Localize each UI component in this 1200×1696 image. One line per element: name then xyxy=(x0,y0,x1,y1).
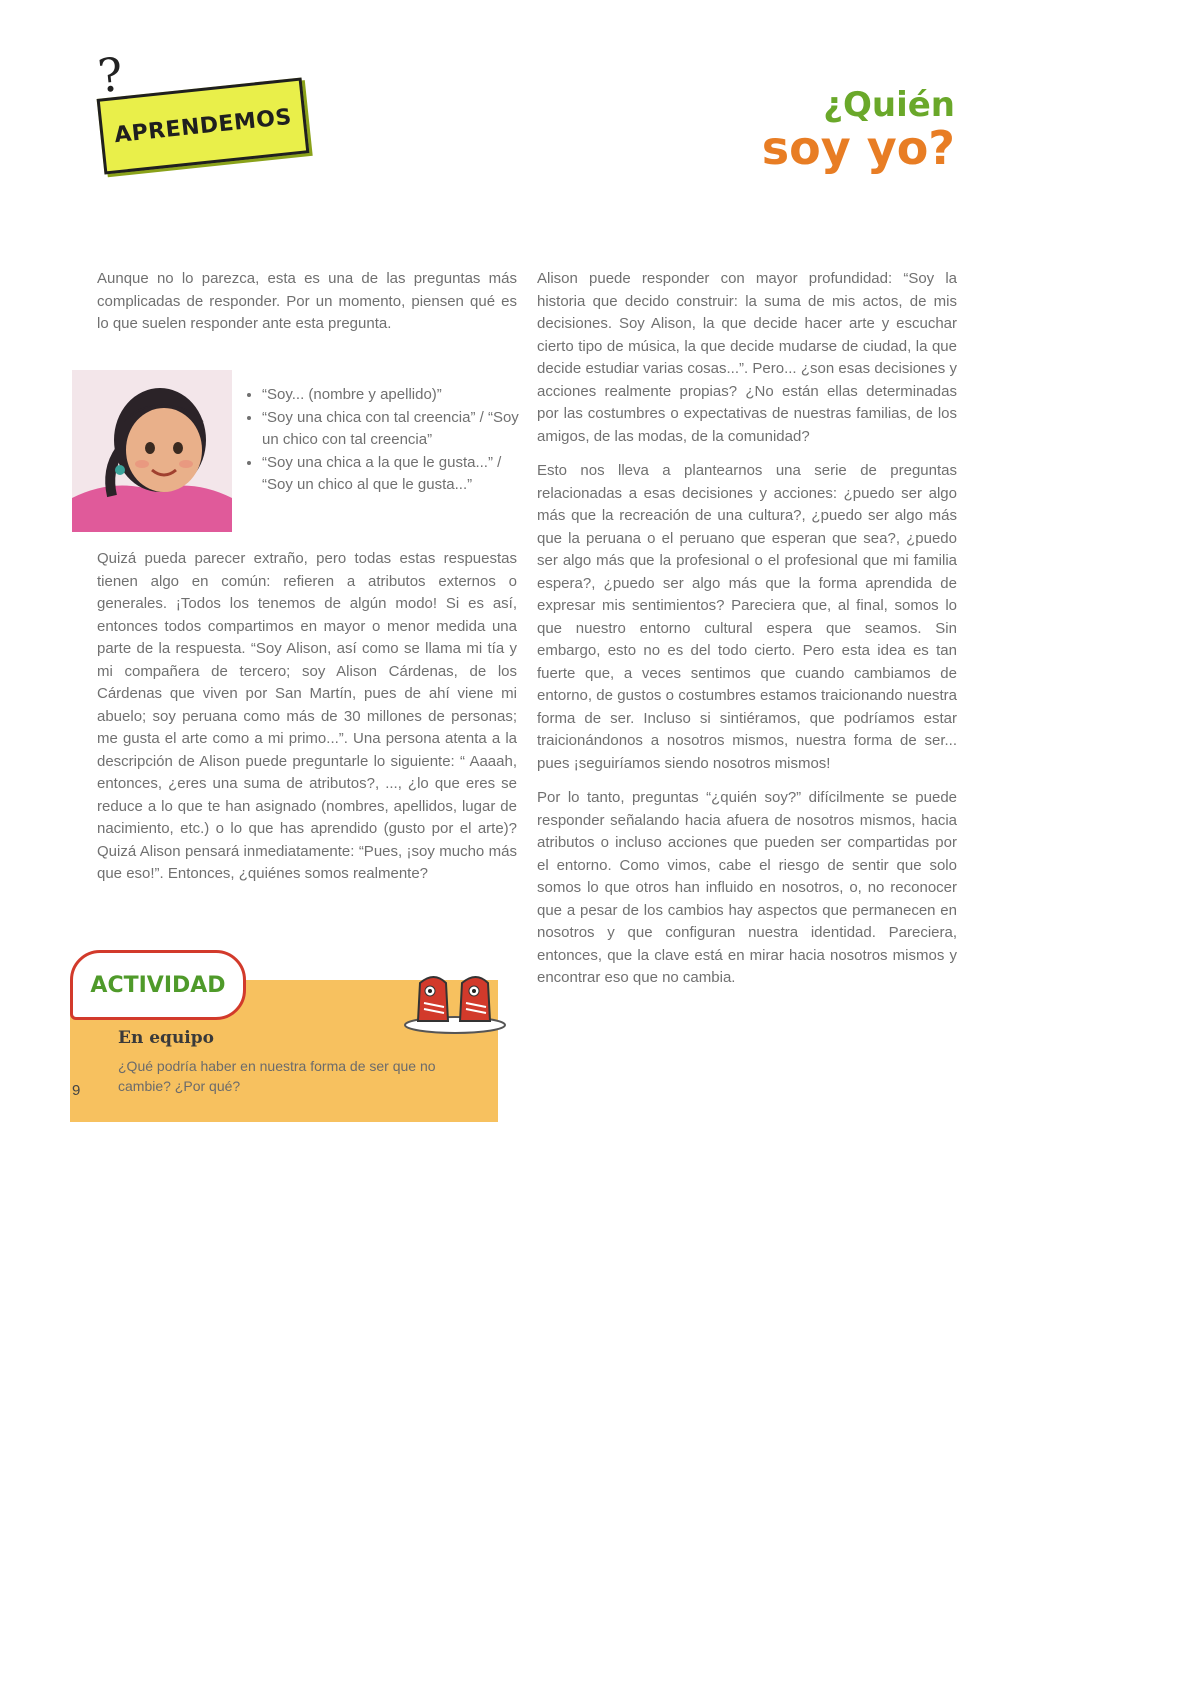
activity-number: 9 xyxy=(72,1082,81,1099)
list-item: • “Soy una chica a la que le gusta...” / “Soy un chico al que le gusta...” xyxy=(262,452,520,497)
activity-badge xyxy=(70,950,246,1020)
list-item: • “Soy... (nombre y apellido)” xyxy=(262,384,520,407)
right-paragraph-2: Esto nos lleva a plantearnos una serie de preguntas relacionadas a esas decisiones y acciones: ¿puedo ser algo más que la recreación de una cultura?, ¿puedo ser algo más que la peruana o el peruano que esperan que sea?, ¿puedo ser algo más que la profesional o el profesional que mi familia espera?, ¿puedo ser algo más que la forma aprendida de expresar mis sentimientos? Pareciera que, al final, somos lo que nuestro entorno cultural espera que seamos. Sin embargo, esto no es del todo cierto. Pero esta idea es tan fuerte que, a veces sentimos que cuando cambiamos de entorno, de gustos o costumbres estamos traicionando nuestra forma de ser. Incluso si sintiéramos, que podríamos estar traicionándonos a nosotros mismos, nuestra forma de ser... pues ¡seguiríamos siendo nosotros mismos! xyxy=(537,462,957,772)
right-paragraph-1: Alison puede responder con mayor profundidad: “Soy la historia que decido construir: la suma de mis actos, de mis decisiones. Soy Alison, la que decide hacer arte y escuchar cierto tipo de música, la que decide mudarse de ciudad, la que decide estudiar varias cosas...”. Pero... ¿son esas decisiones y acciones realmente propias? ¿No están ellas determinadas por las costumbres o expectativas de nuestras familias, de los amigos, de las modas, de la comunidad? xyxy=(537,270,957,445)
intro-paragraph: Aunque no lo parezca, esta es una de las preguntas más complicadas de responder. Por un momento, piensen qué es lo que suelen responder ante esta pregunta. xyxy=(97,270,517,332)
title-line-2: soy yo? xyxy=(761,120,955,175)
activity-title: ACTIVIDAD xyxy=(90,972,226,998)
page-title xyxy=(761,85,955,175)
left-body xyxy=(97,548,517,898)
left-intro xyxy=(97,268,517,348)
right-column xyxy=(537,268,957,1002)
answer-examples-list xyxy=(240,384,520,497)
section-tag xyxy=(97,77,310,174)
header-tag xyxy=(90,48,310,168)
activity-subtitle: En equipo xyxy=(118,1028,214,1048)
list-item: • “Soy una chica con tal creencia” / “Soy un chico con tal creencia” xyxy=(262,407,520,452)
right-paragraph-3: Por lo tanto, preguntas “¿quién soy?” difícilmente se puede responder señalando hacia afuera de nosotros mismos, hacia atributos o incluso acciones que pueden ser compartidas por el entorno. Como vimos, cabe el riesgo de sentir que solo somos lo que otros han influido en nosotros, o, no reconocer que a pesar de los cambios hay aspectos que permanecen en nosotros y que configuran nuestra identidad. Pareciera, entonces, que la clave está en mirar hacia nosotros mismos y encontrar eso que no cambia. xyxy=(537,789,957,986)
section-tag-label: APRENDEMOS xyxy=(113,104,293,148)
sneakers-icon xyxy=(400,955,510,1035)
girl-illustration xyxy=(72,370,232,532)
question-hook-icon: ? xyxy=(95,46,126,104)
activity-question: ¿Qué podría haber en nuestra forma de ser que no cambie? ¿Por qué? xyxy=(118,1058,436,1094)
body-paragraph: Quizá pueda parecer extraño, pero todas estas respuestas tienen algo en común: refieren a atributos externos o generales. ¡Todos los tenemos de algún modo! Si es así, entonces todos compartimos en mayor o menor medida una parte de la respuesta. “Soy Alison, así como se llama mi tía y mi compañera de tercero; soy Alison Cárdenas, de los Cárdenas que viven por San Martín, pues de ahí viene mi abuelo; soy peruana como más de 30 millones de personas; me gusta el arte como a mi primo...”. Una persona atenta a la descripción de Alison puede preguntarle lo siguiente: “ Aaaah, entonces, ¿eres una suma de atributos?, ..., ¿lo que eres se reduce a lo que te han asignado (nombres, apellidos, lugar de nacimiento, etc.) o lo que has aprendido (gusto por el arte)? Quizá Alison pensará inmediatamente: “Pues, ¡soy mucho más que eso!”. Entonces, ¿quiénes somos realmente? xyxy=(97,550,517,882)
title-line-1: ¿Quién xyxy=(823,85,955,125)
